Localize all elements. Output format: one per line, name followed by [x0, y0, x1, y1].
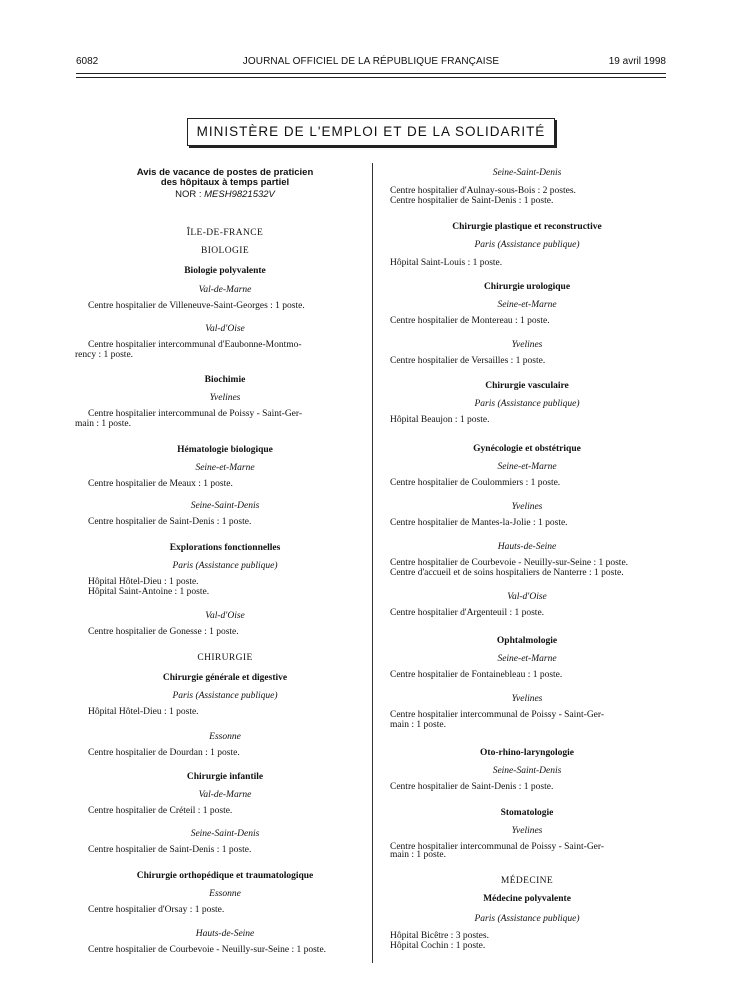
specialty-heading: Médecine polyvalente — [483, 894, 571, 904]
department-heading: Val-d'Oise — [205, 611, 245, 621]
department-heading: Seine-et-Marne — [195, 463, 255, 473]
specialty-heading: Biologie polyvalente — [184, 266, 266, 276]
vacancy-entry: Centre hospitalier de Gonesse : 1 poste. — [88, 627, 239, 637]
section-heading: ÎLE-DE-FRANCE — [186, 228, 264, 238]
department-heading: Hauts-de-Seine — [195, 929, 255, 939]
journal-title: JOURNAL OFFICIEL DE LA RÉPUBLIQUE FRANÇAISE — [242, 56, 500, 67]
specialty-heading: Chirurgie vasculaire — [485, 381, 569, 391]
department-heading: Seine-et-Marne — [497, 300, 557, 310]
notice-title: des hôpitaux à temps partiel — [160, 177, 290, 188]
vacancy-entry: Centre hospitalier de Courbevoie - Neuilly-sur-Seine : 1 poste. — [390, 558, 629, 568]
vacancy-entry: Hôpital Cochin : 1 poste. — [390, 941, 486, 951]
vacancy-entry: Centre hospitalier intercommunal de Poissy - Saint-Ger- — [390, 710, 605, 720]
vacancy-entry: Centre hospitalier d'Orsay : 1 poste. — [88, 905, 225, 915]
vacancy-entry: Centre hospitalier de Fontainebleau : 1 poste. — [390, 670, 563, 680]
vacancy-entry: Centre hospitalier d'Argenteuil : 1 poste. — [390, 608, 545, 618]
nor-label: NOR : — [175, 189, 202, 200]
department-heading: Essonne — [209, 889, 241, 899]
department-heading: Val-d'Oise — [205, 324, 245, 334]
department-heading: Yvelines — [511, 502, 543, 512]
section-heading: CHIRURGIE — [197, 653, 253, 663]
vacancy-entry: rency : 1 poste. — [75, 350, 134, 360]
vacancy-entry: Centre hospitalier de Saint-Denis : 1 poste. — [390, 196, 554, 206]
vacancy-entry: Centre hospitalier de Meaux : 1 poste. — [88, 479, 233, 489]
section-heading: BIOLOGIE — [200, 246, 250, 256]
vacancy-entry: Centre hospitalier de Courbevoie - Neuilly-sur-Seine : 1 poste. — [88, 945, 327, 955]
column-divider — [372, 163, 373, 963]
publication-date: 19 avril 1998 — [608, 56, 666, 67]
page-number: 6082 — [76, 56, 99, 67]
department-heading: Yvelines — [511, 826, 543, 836]
vacancy-entry: main : 1 poste. — [390, 850, 446, 860]
specialty-heading: Biochimie — [204, 375, 246, 385]
nor-code: MESH9821532V — [201, 189, 275, 200]
department-heading: Seine-Saint-Denis — [190, 829, 260, 839]
specialty-heading: Ophtalmologie — [496, 636, 558, 646]
specialty-heading: Chirurgie générale et digestive — [162, 673, 288, 683]
vacancy-entry: Hôpital Saint-Louis : 1 poste. — [390, 258, 503, 268]
vacancy-entry: Hôpital Beaujon : 1 poste. — [390, 415, 490, 425]
specialty-heading: Gynécologie et obstétrique — [473, 444, 581, 454]
department-heading: Yvelines — [209, 393, 241, 403]
vacancy-entry: Centre d'accueil et de soins hospitaliers de Nanterre : 1 poste. — [390, 568, 624, 578]
specialty-heading: Chirurgie infantile — [186, 772, 264, 782]
department-heading: Paris (Assistance publique) — [474, 240, 580, 250]
specialty-heading: Oto-rhino-laryngologie — [480, 748, 574, 758]
specialty-heading: Explorations fonctionnelles — [169, 543, 281, 553]
department-heading: Yvelines — [511, 694, 543, 704]
department-heading: Seine-Saint-Denis — [492, 168, 562, 178]
vacancy-entry: Centre hospitalier intercommunal de Poissy - Saint-Ger- — [390, 842, 605, 852]
specialty-heading: Stomatologie — [500, 808, 554, 818]
vacancy-entry: Centre hospitalier de Montereau : 1 poste. — [390, 316, 550, 326]
department-heading: Paris (Assistance publique) — [172, 691, 278, 701]
department-heading: Seine-Saint-Denis — [190, 501, 260, 511]
vacancy-entry: Centre hospitalier de Dourdan : 1 poste. — [88, 748, 240, 758]
vacancy-entry: Hôpital Hôtel-Dieu : 1 poste. — [88, 707, 199, 717]
department-heading: Seine-et-Marne — [497, 654, 557, 664]
vacancy-entry: Centre hospitalier de Versailles : 1 poste. — [390, 356, 546, 366]
department-heading: Val-de-Marne — [198, 285, 252, 295]
notice-title: Avis de vacance de postes de praticien — [136, 167, 314, 178]
department-heading: Seine-Saint-Denis — [492, 766, 562, 776]
specialty-heading: Hématologie biologique — [177, 445, 273, 455]
department-heading: Paris (Assistance publique) — [474, 399, 580, 409]
department-heading: Hauts-de-Seine — [497, 542, 557, 552]
specialty-heading: Chirurgie urologique — [483, 282, 571, 292]
header-rule — [76, 73, 666, 74]
nor-reference — [88, 190, 362, 200]
specialty-heading: Chirurgie orthopédique et traumatologique — [136, 871, 314, 881]
department-heading: Paris (Assistance publique) — [474, 914, 580, 924]
vacancy-entry: Centre hospitalier de Saint-Denis : 1 poste. — [390, 782, 554, 792]
specialty-heading: Chirurgie plastique et reconstructive — [452, 222, 602, 232]
department-heading: Yvelines — [511, 340, 543, 350]
vacancy-entry: Centre hospitalier de Coulommiers : 1 poste. — [390, 478, 561, 488]
vacancy-entry: Hôpital Saint-Antoine : 1 poste. — [88, 587, 210, 597]
department-heading: Paris (Assistance publique) — [172, 561, 278, 571]
vacancy-entry: Centre hospitalier de Créteil : 1 poste. — [88, 806, 233, 816]
vacancy-entry: Centre hospitalier intercommunal de Poissy - Saint-Ger- — [88, 409, 303, 419]
ministry-box: MINISTÈRE DE L'EMPLOI ET DE LA SOLIDARITÉ — [187, 118, 555, 146]
vacancy-entry: Hôpital Hôtel-Dieu : 1 poste. — [88, 577, 199, 587]
vacancy-entry: Centre hospitalier de Saint-Denis : 1 poste. — [88, 517, 252, 527]
vacancy-entry: Centre hospitalier intercommunal d'Eaubonne-Montmo- — [88, 340, 302, 350]
vacancy-entry: main : 1 poste. — [75, 419, 131, 429]
department-heading: Seine-et-Marne — [497, 462, 557, 472]
vacancy-entry: Centre hospitalier d'Aulnay-sous-Bois : 2 postes. — [390, 186, 576, 196]
section-heading: MÉDECINE — [500, 876, 554, 886]
vacancy-entry: main : 1 poste. — [390, 720, 446, 730]
page-header — [76, 56, 666, 70]
vacancy-entry: Centre hospitalier de Mantes-la-Jolie : 1 poste. — [390, 518, 568, 528]
vacancy-entry: Centre hospitalier de Villeneuve-Saint-Georges : 1 poste. — [88, 301, 305, 311]
department-heading: Essonne — [209, 732, 241, 742]
department-heading: Val-d'Oise — [507, 592, 547, 602]
department-heading: Val-de-Marne — [198, 790, 252, 800]
header-rule — [76, 77, 666, 78]
vacancy-entry: Hôpital Bicêtre : 3 postes. — [390, 931, 489, 941]
vacancy-entry: Centre hospitalier de Saint-Denis : 1 poste. — [88, 845, 252, 855]
